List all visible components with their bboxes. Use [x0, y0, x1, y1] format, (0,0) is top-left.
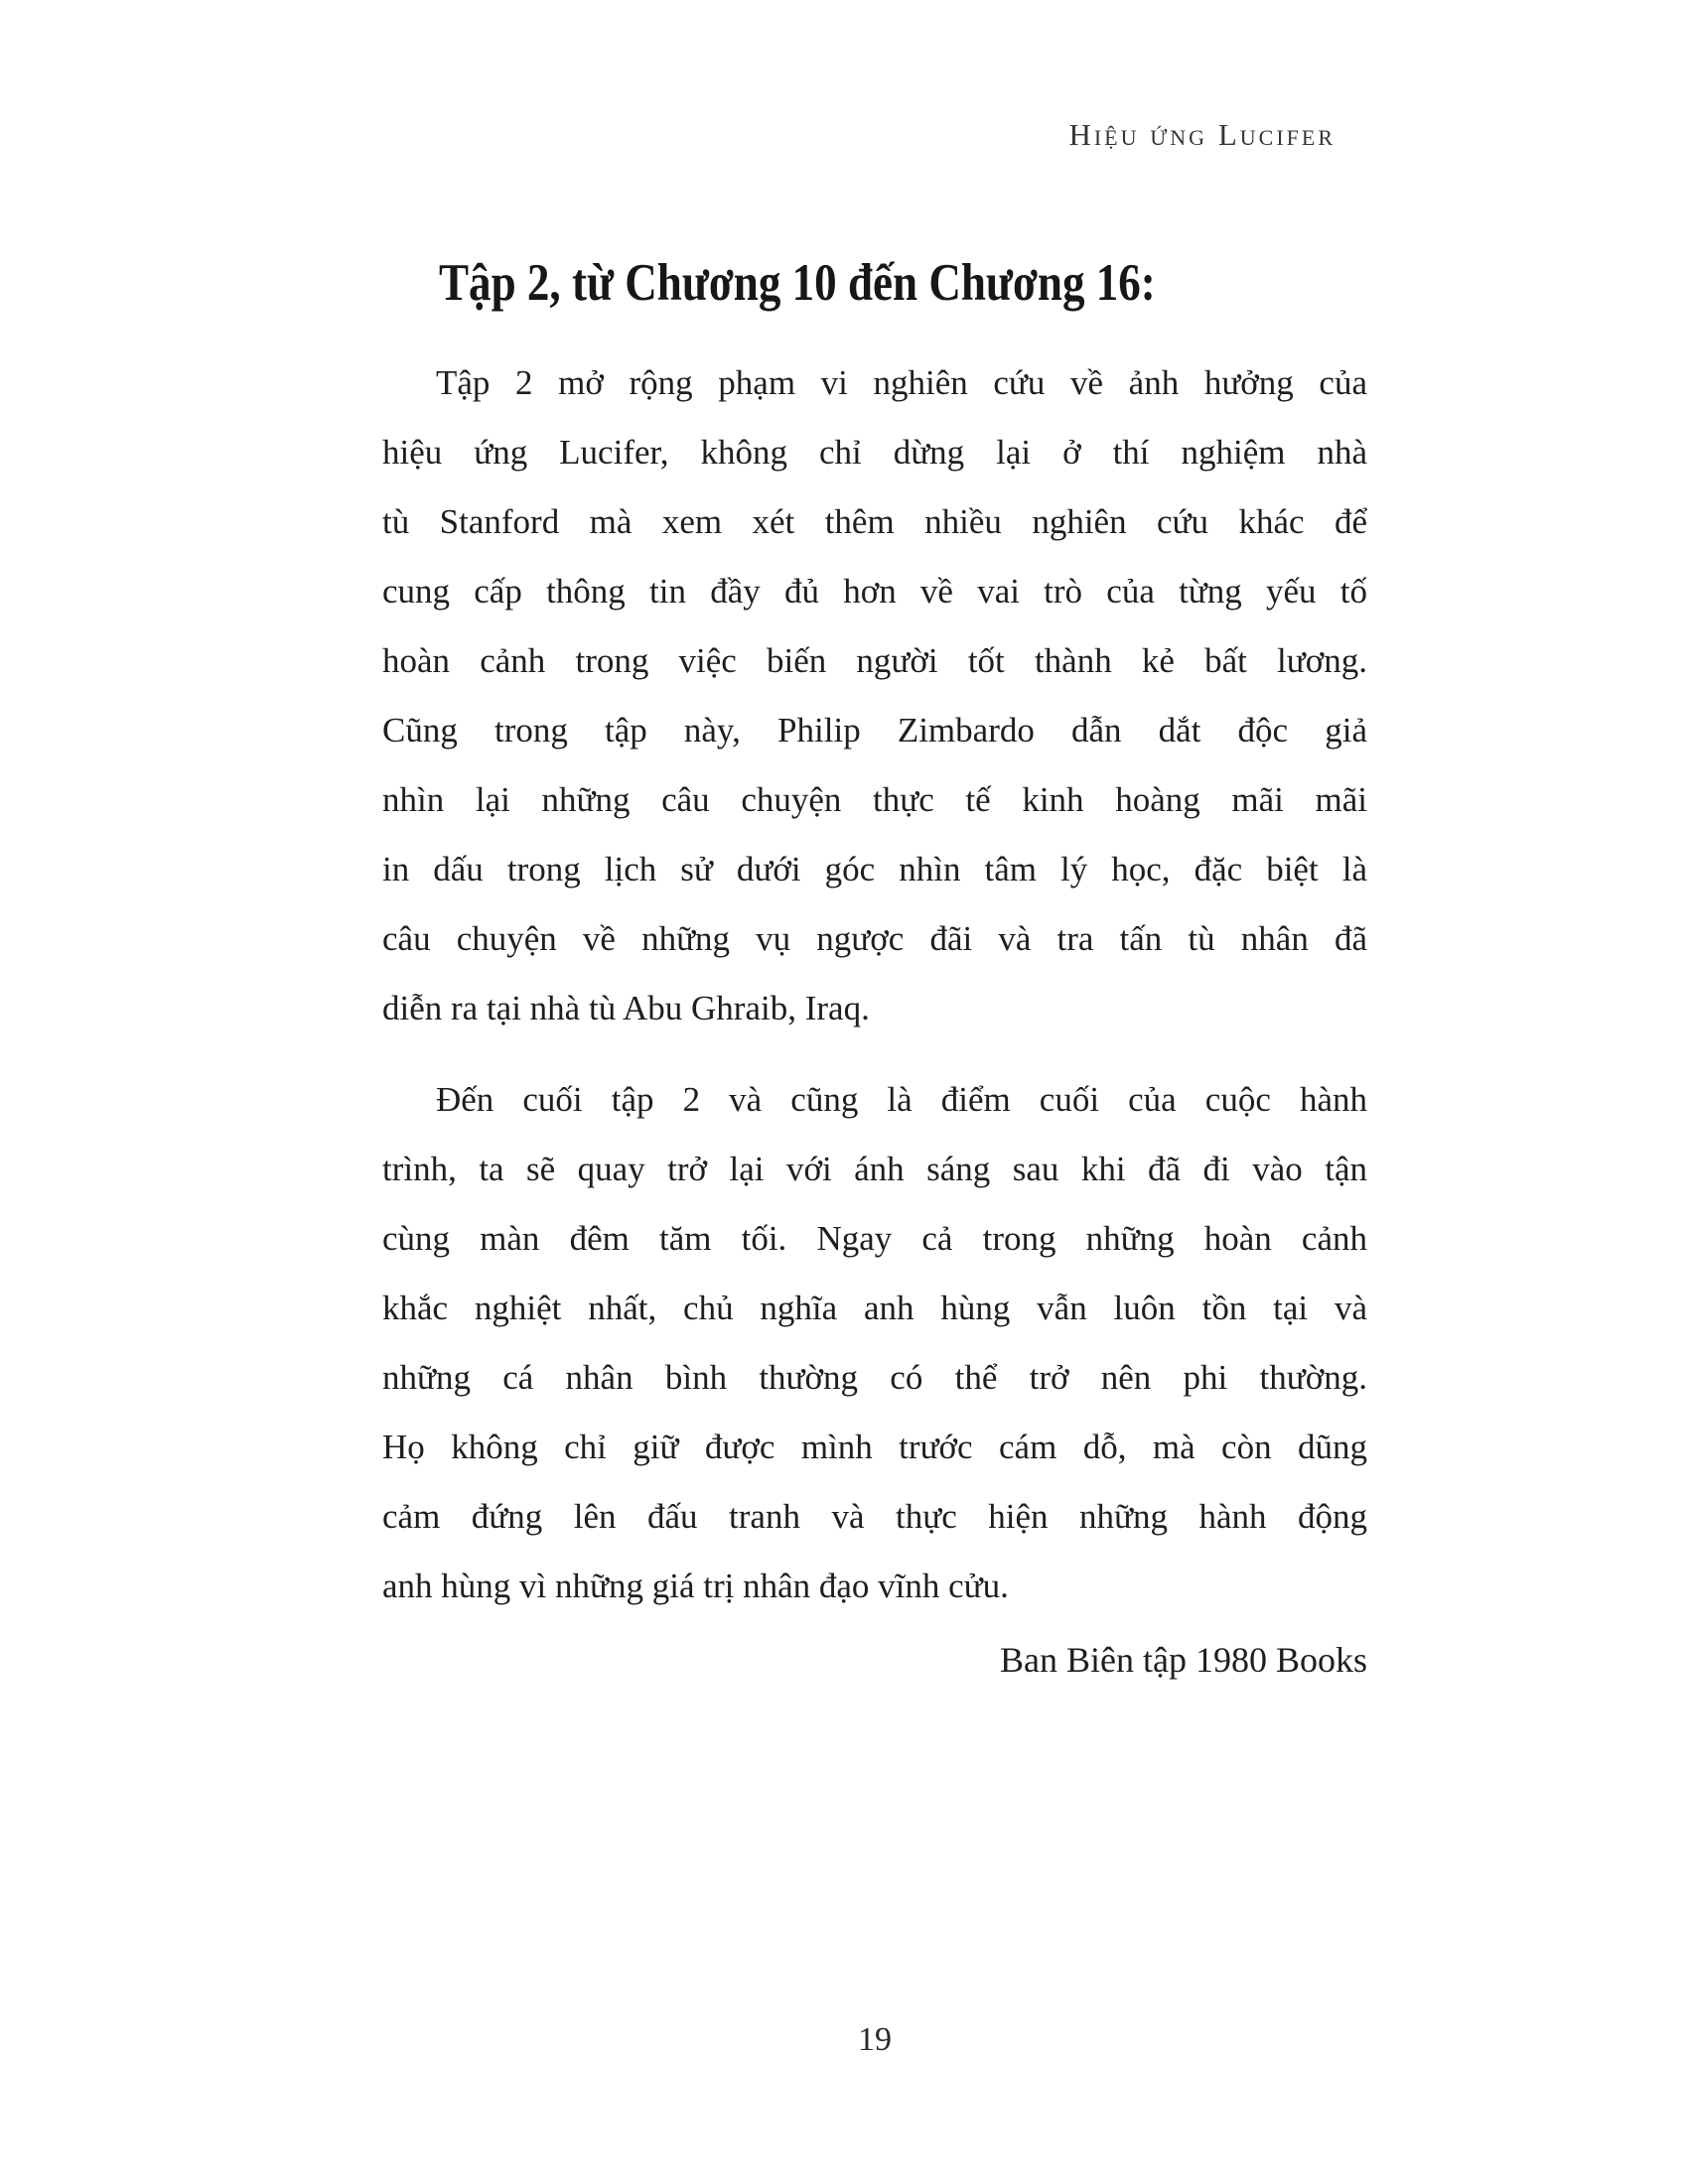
running-header: Hiệu ứng Lucifer: [1068, 117, 1336, 152]
body-line: in dấu trong lịch sử dưới góc nhìn tâm lý học, đặc biệt là: [382, 850, 1367, 888]
body-line: cùng màn đêm tăm tối. Ngay cả trong những hoàn cảnh: [382, 1219, 1367, 1258]
page-content: [382, 254, 1367, 1695]
body-line: trình, ta sẽ quay trở lại với ánh sáng sau khi đã đi vào tận: [382, 1150, 1367, 1188]
body-line: Đến cuối tập 2 và cũng là điểm cuối của cuộc hành: [436, 1080, 1367, 1119]
body-line: nhìn lại những câu chuyện thực tế kinh hoàng mãi mãi: [382, 780, 1367, 819]
body-line: hiệu ứng Lucifer, không chỉ dừng lại ở thí nghiệm nhà: [382, 433, 1367, 472]
paragraph: [382, 1065, 1367, 1621]
body-line: Tập 2 mở rộng phạm vi nghiên cứu về ảnh hưởng của: [436, 363, 1367, 402]
body-line: câu chuyện về những vụ ngược đãi và tra tấn tù nhân đã: [382, 919, 1367, 958]
section-heading: Tập 2, từ Chương 10 đến Chương 16:: [439, 254, 1156, 312]
page-number: 19: [858, 2021, 892, 2058]
body-line: anh hùng vì những giá trị nhân đạo vĩnh cửu.: [382, 1567, 1009, 1605]
body-line: tù Stanford mà xem xét thêm nhiều nghiên cứu khác để: [382, 502, 1367, 541]
body-line: hoàn cảnh trong việc biến người tốt thành kẻ bất lương.: [382, 641, 1367, 680]
body-paragraphs: [382, 348, 1367, 1621]
body-line: diễn ra tại nhà tù Abu Ghraib, Iraq.: [382, 989, 870, 1027]
body-line: cung cấp thông tin đầy đủ hơn về vai trò của từng yếu tố: [382, 572, 1367, 611]
paragraph: [382, 348, 1367, 1043]
body-line: những cá nhân bình thường có thể trở nên phi thường.: [382, 1358, 1367, 1397]
body-line: khắc nghiệt nhất, chủ nghĩa anh hùng vẫn luôn tồn tại và: [382, 1289, 1367, 1327]
body-line: cảm đứng lên đấu tranh và thực hiện những hành động: [382, 1497, 1367, 1536]
body-line: Cũng trong tập này, Philip Zimbardo dẫn dắt độc giả: [382, 711, 1367, 750]
body-line: Họ không chỉ giữ được mình trước cám dỗ, mà còn dũng: [382, 1428, 1367, 1466]
editorial-signature: Ban Biên tập 1980 Books: [1000, 1640, 1367, 1680]
